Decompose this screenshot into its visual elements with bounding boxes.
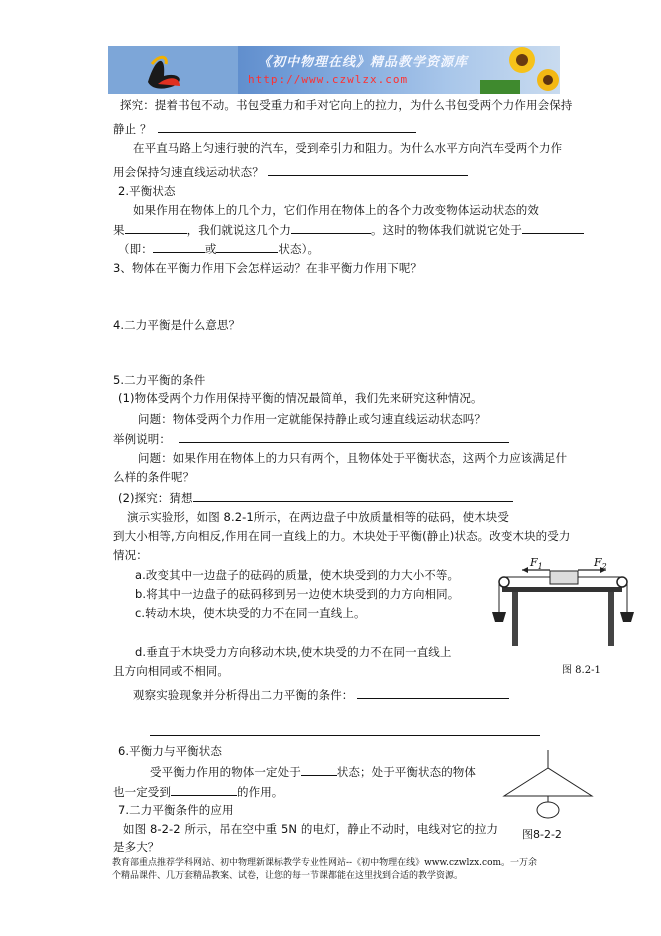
footer-line: 教育部重点推荐学科网站、初中物理新课标教学专业性网站--《初中物理在线》www.czwlzx.com。一万余 (112, 858, 538, 868)
answer-blank[interactable] (193, 490, 513, 502)
force-label-f1: $F_1$ (530, 556, 543, 572)
banner-url: http://www.czwlzx.com (248, 73, 409, 86)
text-line: 举例说明： (113, 431, 509, 446)
list-item: d.垂直于木块受力方向移动木块,使木块受的力不在同一直线上 (135, 645, 452, 659)
header-banner (108, 46, 560, 94)
answer-blank[interactable] (125, 222, 187, 234)
text-line: 如果作用在物体上的几个力，它们作用在物体上的各个力改变物体运动状态的效 (133, 203, 539, 217)
answer-blank[interactable] (171, 784, 237, 796)
answer-line[interactable] (150, 735, 540, 736)
list-item: c.转动木块，使木块受的力不在同一直线上。 (135, 606, 366, 620)
text-line: 受平衡力作用的物体一定处于 状态；处于平衡状态的物体 (150, 765, 477, 779)
answer-blank[interactable] (216, 241, 278, 253)
text-line: 问题：物体受两个力作用一定就能保持静止或匀速直线运动状态吗？ (138, 412, 486, 426)
answer-blank[interactable] (153, 241, 205, 253)
text-line: （即： 或 状态）。 (118, 242, 320, 256)
text-line: 观察实验现象并分析得出二力平衡的条件： (133, 687, 509, 702)
text-line: 且方向相同或不相同。 (113, 664, 229, 678)
balance-experiment-figure (474, 546, 660, 654)
text-line: 到大小相等,方向相反,作用在同一直线上的力。木块处于平衡(静止)状态。改变木块的受力 (113, 529, 571, 543)
text-line: 果 ，我们就说这几个力 。这时的物体我们就说它处于 (113, 222, 584, 237)
answer-blank[interactable] (291, 222, 371, 234)
text-line: 如图 8-2-2 所示，吊在空中重 5N 的电灯，静止不动时，电线对它的拉力 (123, 822, 499, 836)
hanging-lamp-figure (500, 750, 596, 822)
text-line: (2)探究：猜想 (118, 490, 513, 505)
section-heading: 6.平衡力与平衡状态 (118, 744, 222, 758)
text-line: 用会保持匀速直线运动状态？ (113, 164, 468, 179)
section-heading: 5.二力平衡的条件 (113, 373, 206, 387)
banner-title: 《初中物理在线》精品教学资源库 (258, 55, 469, 70)
footer-line: 个精品课件、几万套精品教案、试卷，让您的每一节课都能在这里找到合适的教学资源。 (112, 871, 464, 881)
text-line: 问题：如果作用在物体上的力只有两个，且物体处于平衡状态，这两个力应该满足什 (138, 451, 568, 465)
force-label-f2: $F_2$ (594, 556, 607, 572)
figure-caption: 图8-2-2 (522, 828, 562, 841)
text-line: (1)物体受两个力作用保持平衡的情况最简单，我们先来研究这种情况。 (118, 391, 483, 405)
section-heading: 4.二力平衡是什么意思？ (113, 318, 241, 332)
section-heading: 3、物体在平衡力作用下会怎样运动？在非平衡力作用下呢？ (113, 261, 423, 275)
text-line: 演示实验形，如图 8.2-1所示，在两边盘子中放质量相等的砝码，使木块受 (127, 510, 510, 524)
answer-blank[interactable] (301, 764, 337, 776)
text-line: 也一定受到 的作用。 (113, 785, 284, 799)
text-line: 静止 ？ (113, 121, 416, 136)
answer-blank[interactable] (522, 222, 584, 234)
text-line: 么样的条件呢？ (113, 470, 195, 484)
list-item: b.将其中一边盘子的砝码移到另一边使木块受到的力方向相同。 (135, 587, 460, 601)
answer-blank[interactable] (268, 164, 468, 176)
list-item: a.改变其中一边盘子的砝码的质量，使木块受到的力大小不等。 (135, 568, 460, 582)
answer-blank[interactable] (158, 121, 416, 133)
text-line: 探究：提着书包不动。书包受重力和手对它向上的拉力，为什么书包受两个力作用会保持 (120, 98, 573, 112)
sunflower-icon (460, 46, 560, 94)
answer-blank[interactable] (357, 687, 509, 699)
section-heading: 7.二力平衡条件的应用 (118, 803, 234, 817)
text-line: 是多大？ (113, 840, 160, 854)
text-line: 在平直马路上匀速行驶的汽车，受到牵引力和阻力。为什么水平方向汽车受两个力作 (133, 141, 563, 155)
section-heading: 2.平衡状态 (118, 184, 176, 198)
figure-caption: 图 8.2-1 (562, 665, 601, 676)
text-line: 情况： (113, 548, 148, 562)
answer-blank[interactable] (179, 431, 509, 443)
